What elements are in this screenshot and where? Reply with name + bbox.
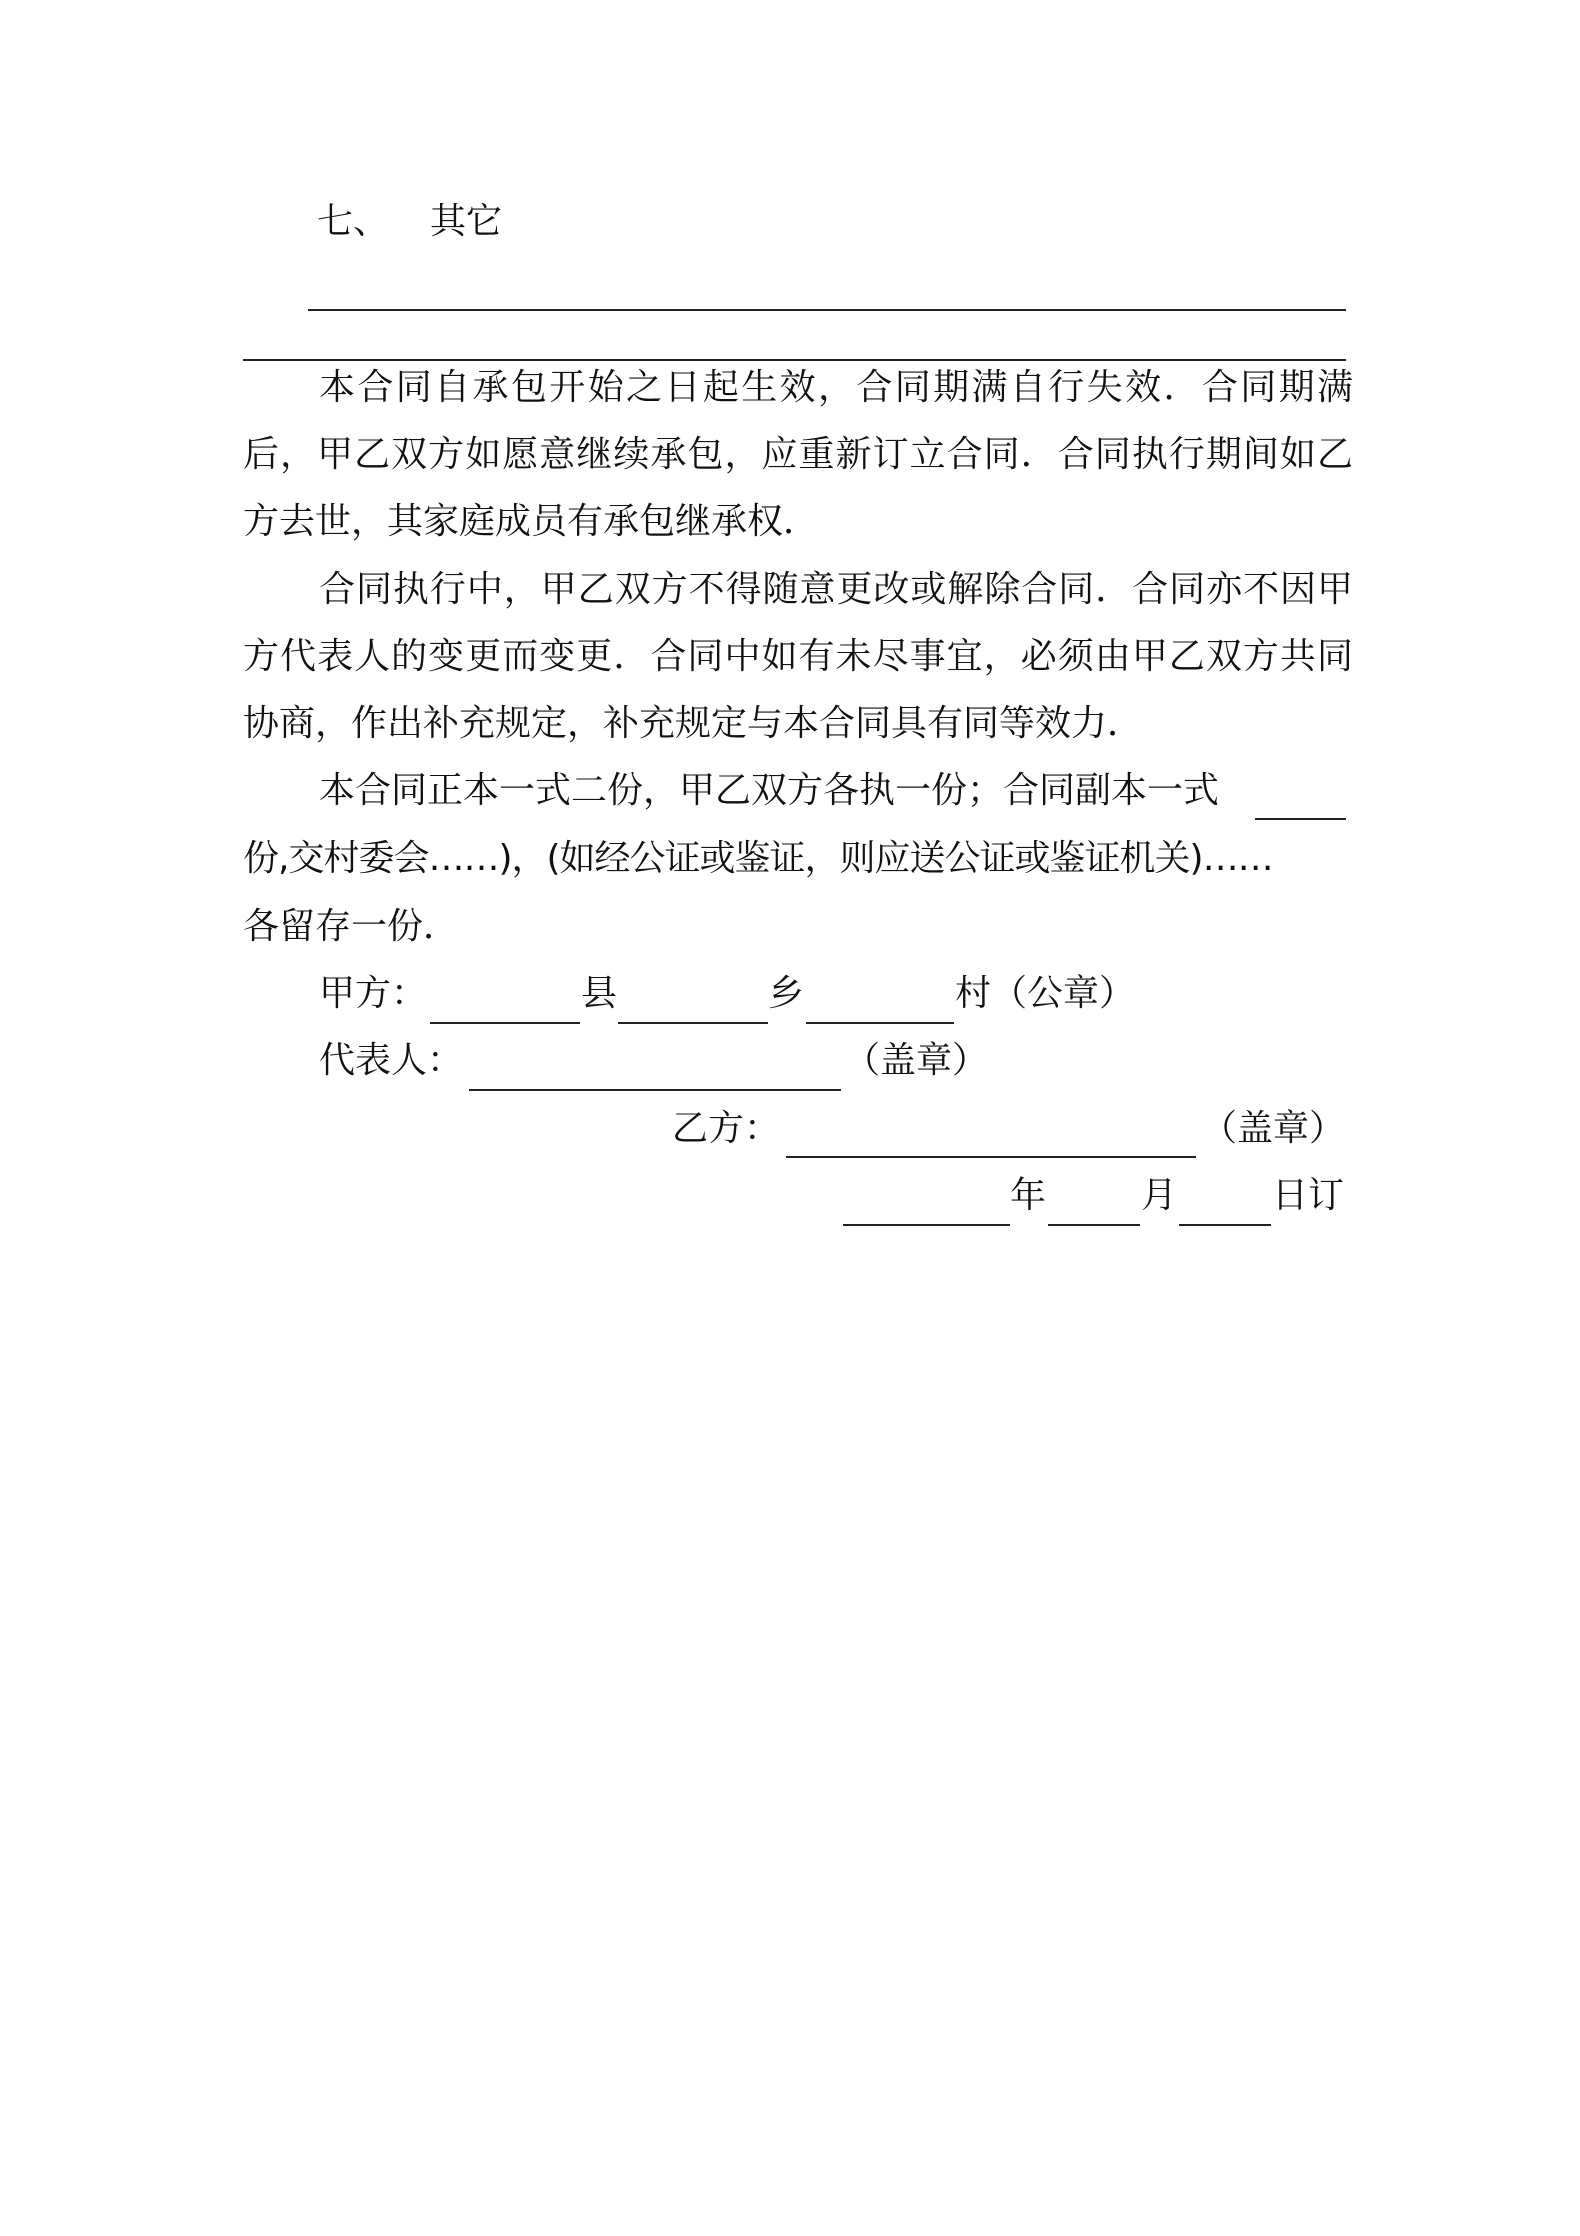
county-label: 县 [581,973,618,1014]
paragraph-copies-line2: 份,交村委会……)，(如经公证或鉴证，则应送公证或鉴证机关)…… [243,838,1273,879]
year-label: 年 [1010,1175,1047,1216]
paragraph-no-alteration: 合同执行中，甲乙双方不得随意更改或解除合同．合同亦不因甲方代表人的变更而变更．合同中如有未尽事宜，必须由甲乙双方共同协商，作出补充规定，补充规定与本合同具有同等效力． [243,569,1353,744]
party-a-label: 甲方： [319,973,428,1014]
blank-line-1 [308,309,1346,311]
copies-count-blank [1255,818,1346,820]
section-number: 七、 [317,201,390,242]
paragraph-copies-line3: 各留存一份． [243,906,460,947]
section-title: 其它 [430,201,503,242]
day-blank [1179,1224,1271,1226]
party-a-village-blank [806,1022,954,1024]
year-blank [843,1224,1010,1226]
party-b-blank [786,1156,1196,1158]
party-a-township-blank [618,1022,768,1024]
paragraph-effective-term: 本合同自承包开始之日起生效，合同期满自行失效．合同期满后，甲乙双方如愿意继续承包，应重新订立合同．合同执行期间如乙方去世，其家庭成员有承包继承权． [243,367,1353,542]
month-blank [1048,1224,1140,1226]
party-b-label: 乙方： [672,1108,781,1149]
representative-label: 代表人： [319,1040,464,1081]
month-label: 月 [1141,1175,1178,1216]
village-seal-label: 村（公章） [955,973,1136,1014]
party-a-county-blank [430,1022,580,1024]
paragraph-copies-line1: 本合同正本一式二份，甲乙双方各执一份；合同副本一式 [319,770,1220,811]
representative-blank [469,1089,841,1091]
representative-seal: （盖章） [844,1040,989,1081]
day-signed-label: 日订 [1272,1175,1345,1216]
township-label: 乡 [768,973,805,1014]
party-b-seal: （盖章） [1201,1108,1346,1149]
